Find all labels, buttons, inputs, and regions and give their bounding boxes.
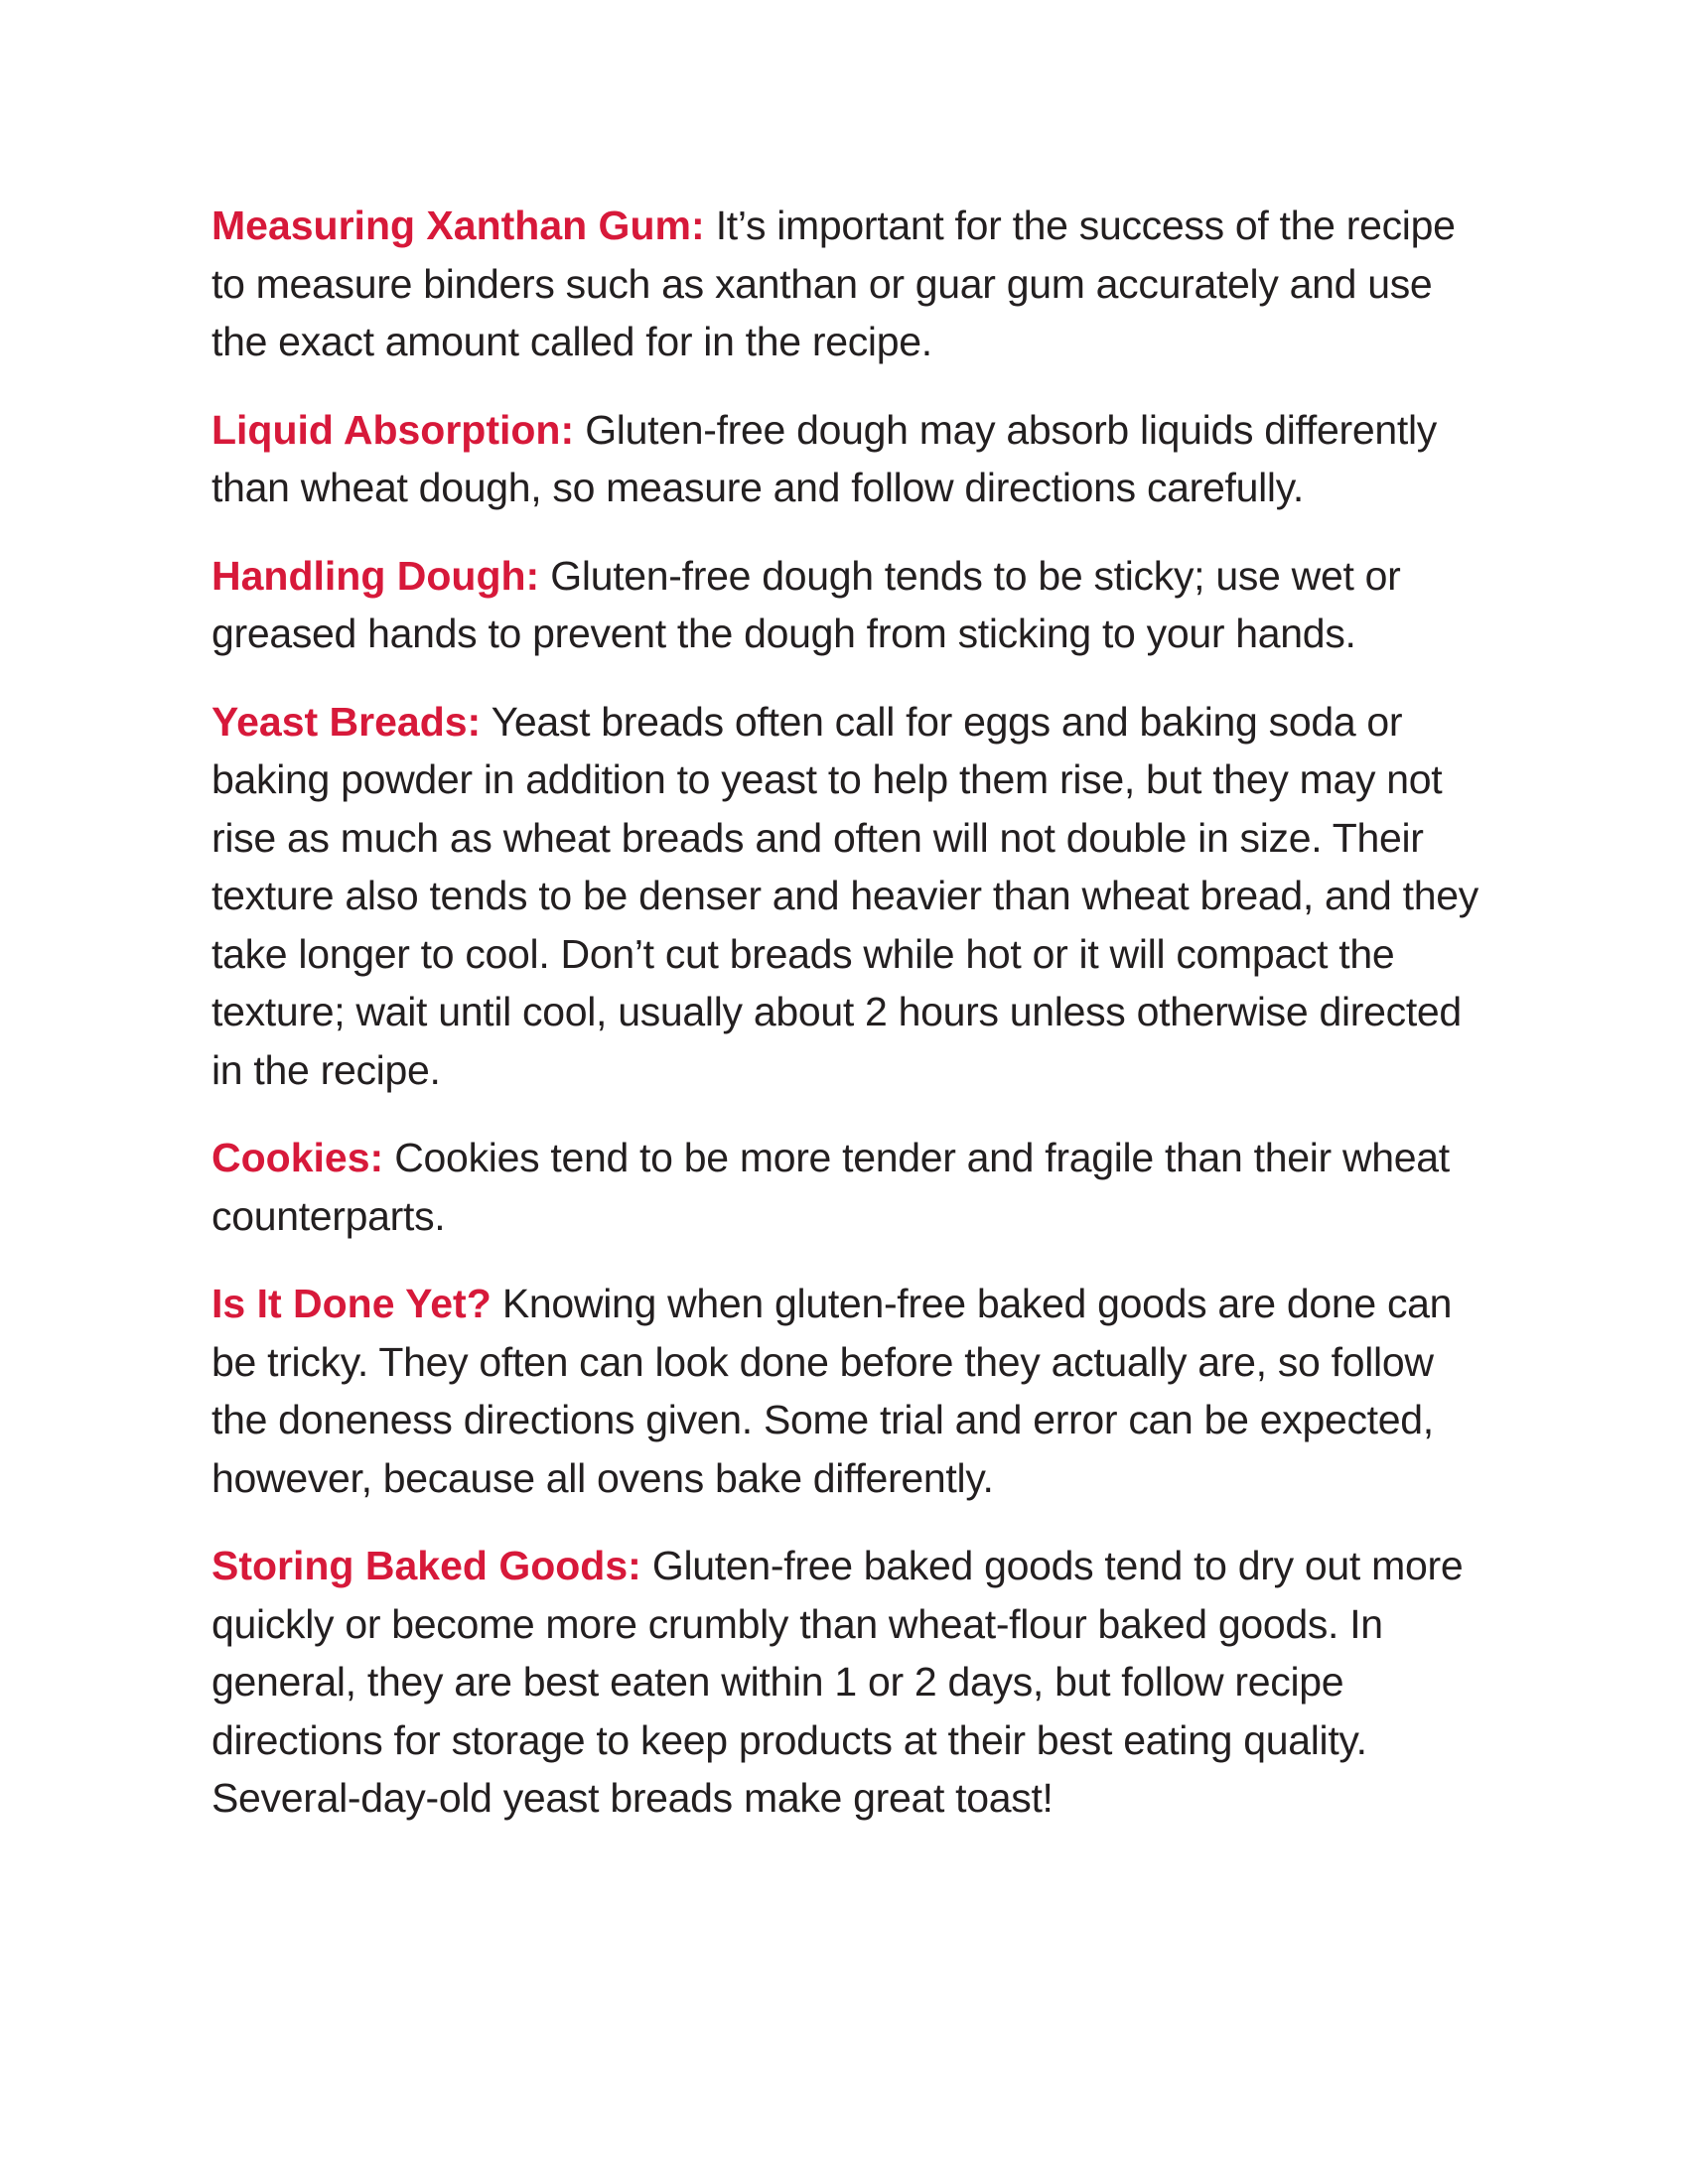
tip-is-it-done-yet <box>211 1275 1492 1507</box>
tip-text: Cookies tend to be more tender and fragile than their wheat counterparts. <box>211 1135 1450 1239</box>
tip-text: Yeast breads often call for eggs and baking soda or baking powder in addition to yeast to help them rise, but they may not rise as much as wheat breads and often will not double in size. Their texture also tends to be denser and heavier than wheat bread, and they take longer to cool. Don’t cut breads while hot or it will compact the texture; wait until cool, usually about 2 hours unless otherwise directed in the recipe. <box>211 698 1478 1093</box>
tip-text: Gluten-free dough tends to be sticky; use wet or greased hands to prevent the dough from sticking to your hands. <box>211 552 1401 656</box>
tip-liquid-absorption <box>211 401 1492 517</box>
tip-heading: Is It Done Yet? <box>211 1281 492 1326</box>
tip-heading: Storing Baked Goods: <box>211 1543 641 1588</box>
tip-cookies <box>211 1129 1492 1245</box>
tip-text-continued: 1 or 2 days, but follow recipe directions for storage to keep products at their best eating quality. Several-day-old yeast breads make great toast! <box>211 1659 1367 1821</box>
tip-heading: Cookies: <box>211 1135 384 1180</box>
tip-heading: Measuring Xanthan Gum: <box>211 203 705 248</box>
tip-measuring-xanthan-gum <box>211 197 1492 371</box>
tip-heading: Handling Dough: <box>211 552 540 599</box>
tip-handling-dough <box>211 547 1492 663</box>
tip-text: Gluten-free dough may absorb liquids differently than wheat dough, so measure and follow directions carefully. <box>211 406 1437 510</box>
tip-text: It’s important for the success of the recipe to measure binders such as xanthan or guar gum accurately and use the exact amount called for in the recipe. <box>211 203 1456 364</box>
tips-page <box>211 197 1492 1857</box>
tip-heading: Liquid Absorption: <box>211 406 575 453</box>
tip-yeast-breads <box>211 693 1492 1100</box>
tip-text: Gluten-free baked goods tend to dry out more quickly or become more crumbly than wheat-flour baked goods. In general, they are best eaten within <box>211 1543 1464 1705</box>
tip-heading: Yeast Breads: <box>211 698 482 745</box>
tip-storing-baked-goods <box>211 1537 1492 1828</box>
tip-text: Knowing when gluten-free baked goods are done can be tricky. They often can look done before they actually are, so follow the doneness directions given. Some trial and error can be expected, however, because all ovens bake differently. <box>211 1281 1453 1501</box>
